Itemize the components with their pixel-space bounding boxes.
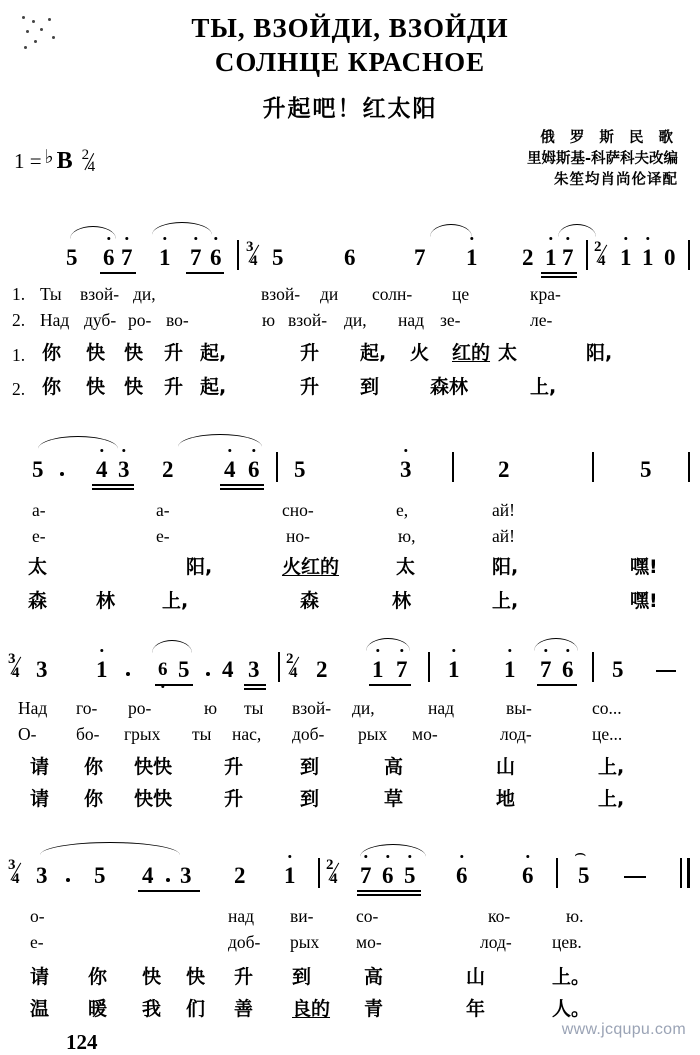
decorative-dots	[22, 16, 72, 56]
note: 6	[210, 245, 222, 270]
lyric-line-cn-1	[0, 968, 700, 994]
note: 5	[32, 457, 44, 482]
lyric-line-cn-1	[0, 344, 700, 370]
note: 7	[562, 245, 574, 270]
fermata-icon: ⌢	[574, 843, 587, 864]
note: 1	[466, 245, 478, 270]
lyric-syllable: 嘿!	[630, 590, 658, 612]
note: 6	[344, 245, 356, 270]
time-signature-numerator: 2	[326, 857, 334, 873]
lyric-syllable: 快	[124, 376, 144, 398]
lyric-syllable: ко-	[488, 906, 511, 926]
time-signature-numerator: 3	[246, 239, 254, 255]
lyric-syllable: 快	[86, 376, 106, 398]
time-signature	[326, 858, 348, 888]
beam	[92, 488, 134, 490]
flat-icon: ♭	[44, 147, 54, 168]
time-signature-denominator: 4	[598, 253, 606, 269]
lyric-syllable: 我	[142, 998, 162, 1020]
time-signature-numerator: 3	[8, 857, 16, 873]
lyric-line-cn-1	[0, 758, 700, 784]
augmentation-dot	[60, 472, 64, 476]
lyric-syllable: е-	[32, 526, 46, 546]
slur	[152, 222, 212, 235]
lyric-syllable: 林	[392, 590, 412, 612]
lyric-syllable: 快快	[134, 788, 173, 810]
page-number: 124	[66, 1030, 98, 1054]
lyric-syllable: со...	[592, 698, 622, 718]
lyric-syllable: 们	[186, 998, 206, 1020]
beam	[100, 272, 136, 274]
lyric-syllable: ты	[192, 724, 212, 744]
lyric-syllable: нас,	[232, 724, 262, 744]
note: 6	[158, 659, 168, 680]
lyric-line-cn-2	[0, 378, 700, 404]
lyric-syllable: вы-	[506, 698, 532, 718]
lyric-syllable: над	[428, 698, 455, 718]
lyric-syllable: взой-	[261, 284, 301, 304]
note: 7	[414, 245, 426, 270]
beam	[537, 684, 577, 686]
barline	[276, 452, 278, 482]
music-system-4	[0, 843, 700, 1020]
lyric-syllable: 上,	[162, 590, 189, 612]
lyric-syllable: ай!	[492, 526, 515, 546]
lyric-syllable: 你	[42, 342, 62, 364]
note: 2	[162, 457, 174, 482]
lyric-syllable: 到	[360, 376, 380, 398]
lyric-syllable: взой-	[292, 698, 332, 718]
time-signature	[8, 858, 30, 888]
note: 1	[642, 245, 654, 270]
lyric-syllable: 阳,	[492, 556, 519, 578]
beam	[220, 488, 264, 490]
page-title-line1: ТЫ, ВЗОЙДИ, ВЗОЙДИ	[191, 13, 509, 43]
note: 6	[248, 457, 260, 482]
lyric-syllable: 火红的	[282, 556, 340, 578]
note-extension-dash	[656, 670, 676, 672]
lyric-syllable: солн-	[372, 284, 413, 304]
lyric-syllable: 起,	[200, 342, 227, 364]
lyric-syllable: взой-	[288, 310, 328, 330]
note: 2	[498, 457, 510, 482]
lyric-syllable: го-	[76, 698, 98, 718]
lyric-syllable: 到	[300, 756, 320, 778]
lyric-syllable: 升	[234, 966, 254, 988]
lyric-syllable: ди,	[133, 284, 156, 304]
lyric-line-ru-2	[0, 528, 700, 554]
beam	[357, 894, 421, 896]
beam	[244, 684, 266, 686]
note: 7	[360, 863, 372, 888]
beam	[138, 890, 200, 892]
note: 5	[94, 863, 106, 888]
barline	[687, 858, 690, 888]
note-row-3	[0, 640, 700, 692]
lyric-syllable: Ты	[40, 284, 62, 304]
verse-number: 1.	[12, 284, 26, 304]
note: 5	[178, 657, 190, 682]
lyric-line-ru-2	[0, 312, 700, 338]
time-signature	[286, 652, 308, 682]
lyric-syllable: ай!	[492, 500, 515, 520]
lyric-syllable: ди	[320, 284, 339, 304]
lyric-syllable: 森林	[430, 376, 469, 398]
time-signature-numerator: 2	[286, 651, 294, 667]
lyric-syllable: 快	[86, 342, 106, 364]
time-signature-denominator: 4	[12, 665, 20, 681]
verse-number: 2.	[12, 379, 26, 399]
lyric-syllable: бо-	[76, 724, 100, 744]
time-signature-numerator: 3	[8, 651, 16, 667]
lyric-syllable: 到	[300, 788, 320, 810]
lyric-syllable: а-	[156, 500, 170, 520]
lyric-syllable: 地	[496, 788, 516, 810]
note: 6	[562, 657, 574, 682]
lyric-syllable: кра-	[530, 284, 561, 304]
barline	[556, 858, 558, 888]
slur	[366, 638, 410, 651]
lyric-syllable: взой-	[80, 284, 120, 304]
barline	[452, 452, 454, 482]
credit-translator: 朱笙均肖尚伦译配	[554, 172, 678, 189]
lyric-syllable: 山	[496, 756, 516, 778]
lyric-line-ru-2	[0, 726, 700, 752]
lyric-syllable: ю.	[566, 906, 584, 926]
barline	[592, 452, 594, 482]
lyric-syllable: 暖	[88, 998, 108, 1020]
lyric-syllable: 嘿!	[630, 556, 658, 578]
note-row-4	[0, 843, 700, 898]
lyric-syllable: Над	[18, 698, 48, 718]
lyric-syllable: е,	[396, 500, 409, 520]
lyric-syllable: ро-	[128, 310, 152, 330]
lyric-syllable: 升	[224, 756, 244, 778]
time-signature-denominator: 4	[250, 253, 258, 269]
beam	[186, 272, 224, 274]
lyric-syllable: 高	[384, 756, 404, 778]
page-title-line2: СОЛНЦЕ КРАСНОЕ	[214, 46, 486, 77]
lyric-syllable: 太	[28, 556, 48, 578]
augmentation-dot	[206, 672, 210, 676]
lyric-syllable: во-	[166, 310, 189, 330]
lyric-line-cn-2	[0, 790, 700, 816]
lyric-syllable: 阳,	[586, 342, 613, 364]
lyric-syllable: 上。	[552, 966, 591, 988]
lyric-line-cn-2	[0, 592, 700, 618]
time-signature-main	[81, 146, 97, 175]
lyric-syllable: доб-	[292, 724, 325, 744]
lyric-syllable: 温	[30, 998, 50, 1020]
barline	[428, 652, 430, 682]
lyric-syllable: 红的	[452, 342, 491, 364]
time-signature	[246, 240, 268, 270]
beam	[357, 890, 421, 892]
lyric-syllable: 升	[164, 376, 184, 398]
barline	[688, 452, 690, 482]
lyric-syllable: 快	[186, 966, 206, 988]
beam	[92, 484, 134, 486]
lyric-syllable: 快	[124, 342, 144, 364]
note: 6	[103, 245, 115, 270]
note: 3	[118, 457, 130, 482]
note: 1	[545, 245, 557, 270]
note: 5	[578, 863, 590, 888]
beam	[541, 276, 577, 278]
lyric-syllable: 太	[396, 556, 416, 578]
note: 4	[96, 457, 108, 482]
note: 3	[180, 863, 192, 888]
lyric-syllable: 太	[498, 342, 518, 364]
note: 7	[396, 657, 408, 682]
lyric-syllable: лод-	[480, 932, 512, 952]
note: 1	[372, 657, 384, 682]
lyric-syllable: доб-	[228, 932, 261, 952]
lyric-syllable: 起,	[360, 342, 387, 364]
time-signature-denominator: 4	[290, 665, 298, 681]
note: 4	[142, 863, 154, 888]
lyric-syllable: зе-	[440, 310, 461, 330]
lyric-syllable: 上,	[530, 376, 557, 398]
lyric-syllable: 上,	[598, 756, 625, 778]
lyric-syllable: 草	[384, 788, 404, 810]
note: 7	[540, 657, 552, 682]
time-signature-denominator: 4	[330, 871, 338, 887]
note: 6	[382, 863, 394, 888]
lyric-syllable: 升	[300, 342, 320, 364]
barline	[592, 652, 594, 682]
lyric-syllable: 青	[364, 998, 384, 1020]
lyric-syllable: 快	[142, 966, 162, 988]
lyric-line-ru-1	[0, 502, 700, 528]
beam	[541, 272, 577, 274]
note: 5	[66, 245, 78, 270]
slur	[430, 224, 472, 237]
lyric-syllable: це	[452, 284, 470, 304]
lyric-syllable: ю	[204, 698, 218, 718]
lyric-syllable: над	[398, 310, 425, 330]
note: 6	[456, 863, 468, 888]
lyric-line-ru-1	[0, 908, 700, 934]
lyric-syllable: над	[228, 906, 255, 926]
lyric-syllable: 请	[30, 756, 50, 778]
lyric-syllable: 高	[364, 966, 384, 988]
lyric-syllable: рых	[290, 932, 320, 952]
lyric-syllable: 请	[30, 788, 50, 810]
note-row-2	[0, 440, 700, 492]
key-letter: B	[56, 148, 73, 174]
time-signature-numerator: 2	[81, 146, 90, 163]
lyric-syllable: мо-	[356, 932, 382, 952]
lyric-syllable: 你	[84, 788, 104, 810]
lyric-syllable: 山	[466, 966, 486, 988]
lyric-syllable: 升	[300, 376, 320, 398]
slur	[178, 434, 262, 447]
lyric-syllable: сно-	[282, 500, 314, 520]
note: 7	[121, 245, 133, 270]
beam	[155, 684, 193, 686]
lyric-syllable: ви-	[290, 906, 314, 926]
music-system-1	[0, 228, 700, 399]
note: 2	[234, 863, 246, 888]
lyric-syllable: 火	[410, 342, 430, 364]
augmentation-dot	[126, 672, 130, 676]
lyric-syllable: ты	[244, 698, 264, 718]
barline	[688, 240, 690, 270]
lyric-syllable: 请	[30, 966, 50, 988]
watermark: www.jcqupu.com	[561, 1021, 686, 1038]
note: 3	[36, 863, 48, 888]
beam	[220, 484, 264, 486]
note: 4	[224, 457, 236, 482]
time-signature-numerator: 2	[594, 239, 602, 255]
barline	[586, 240, 588, 270]
slur	[40, 842, 180, 855]
lyric-syllable: 上,	[492, 590, 519, 612]
verse-number: 2.	[12, 310, 26, 330]
lyric-syllable: е-	[30, 932, 44, 952]
note: 7	[190, 245, 202, 270]
page-subtitle-chinese: 升起吧！红太阳	[262, 95, 438, 122]
beam	[244, 688, 266, 690]
slur	[152, 640, 192, 653]
lyric-syllable: О-	[18, 724, 37, 744]
note: 3	[400, 457, 412, 482]
lyric-syllable: ле-	[530, 310, 553, 330]
lyric-syllable: рых	[358, 724, 388, 744]
lyric-syllable: а-	[32, 500, 46, 520]
key-signature	[14, 148, 97, 175]
slur	[360, 844, 426, 857]
lyric-line-ru-1	[0, 286, 700, 312]
note: 5	[612, 657, 624, 682]
lyric-syllable: це...	[592, 724, 623, 744]
note: 5	[294, 457, 306, 482]
lyric-syllable: 年	[466, 998, 486, 1020]
verse-number: 1.	[12, 345, 26, 365]
lyric-syllable: 你	[42, 376, 62, 398]
lyric-line-ru-1	[0, 700, 700, 726]
lyric-syllable: 起,	[200, 376, 227, 398]
time-signature	[8, 652, 30, 682]
lyric-syllable: ро-	[128, 698, 152, 718]
beam	[369, 684, 411, 686]
barline	[318, 858, 320, 888]
lyric-syllable: 人。	[552, 998, 591, 1020]
lyric-syllable: 良的	[292, 998, 331, 1020]
lyric-syllable: 到	[292, 966, 312, 988]
slur	[558, 224, 596, 237]
barline	[680, 858, 682, 888]
note: 3	[248, 657, 260, 682]
title-block	[0, 0, 700, 123]
barline	[237, 240, 239, 270]
note: 5	[272, 245, 284, 270]
time-signature-denominator: 4	[87, 158, 96, 175]
lyric-syllable: 森	[28, 590, 48, 612]
lyric-syllable: грых	[124, 724, 161, 744]
note-extension-dash	[624, 876, 646, 878]
music-system-3	[0, 640, 700, 810]
note: 2	[522, 245, 534, 270]
lyric-syllable: дуб-	[84, 310, 117, 330]
lyric-syllable: 阳,	[186, 556, 213, 578]
note: 1	[620, 245, 632, 270]
lyric-syllable: 你	[84, 756, 104, 778]
lyric-syllable: лод-	[500, 724, 532, 744]
note: 4	[222, 657, 234, 682]
lyric-syllable: ди,	[344, 310, 367, 330]
slur	[38, 436, 118, 449]
note: 2	[316, 657, 328, 682]
lyric-syllable: ю,	[398, 526, 416, 546]
note: 1	[284, 863, 296, 888]
lyric-syllable: е-	[156, 526, 170, 546]
slur	[534, 638, 578, 651]
note: 5	[404, 863, 416, 888]
lyric-syllable: 你	[88, 966, 108, 988]
note: 0	[664, 245, 676, 270]
note: 3	[36, 657, 48, 682]
credit-arranger: 里姆斯基-科萨科夫改编	[526, 151, 678, 168]
lyric-syllable: Над	[40, 310, 70, 330]
note: 1	[448, 657, 460, 682]
augmentation-dot	[66, 878, 70, 882]
lyric-line-cn-1	[0, 558, 700, 584]
lyric-syllable: 升	[164, 342, 184, 364]
lyric-syllable: 快快	[134, 756, 173, 778]
lyric-syllable: со-	[356, 906, 379, 926]
lyric-syllable: 善	[234, 998, 254, 1020]
barline	[278, 652, 280, 682]
credit-origin: 俄 罗 斯 民 歌	[540, 130, 678, 146]
note: 5	[640, 457, 652, 482]
augmentation-dot	[166, 878, 170, 882]
note: 6	[522, 863, 534, 888]
lyric-line-ru-2	[0, 934, 700, 960]
note: 1	[96, 657, 108, 682]
lyric-syllable: ю	[262, 310, 276, 330]
credits-block	[527, 128, 678, 191]
key-label: 1 =	[14, 149, 42, 173]
lyric-syllable: цев.	[552, 932, 582, 952]
time-signature-denominator: 4	[12, 871, 20, 887]
note: 1	[159, 245, 171, 270]
lyric-syllable: 上,	[598, 788, 625, 810]
lyric-syllable: но-	[286, 526, 310, 546]
note: 1	[504, 657, 516, 682]
note-row-1	[0, 228, 700, 280]
lyric-syllable: 升	[224, 788, 244, 810]
lyric-syllable: 森	[300, 590, 320, 612]
lyric-syllable: о-	[30, 906, 45, 926]
lyric-syllable: мо-	[412, 724, 438, 744]
music-system-2	[0, 440, 700, 612]
lyric-syllable: ди,	[352, 698, 375, 718]
time-signature	[594, 240, 616, 270]
lyric-syllable: 林	[96, 590, 116, 612]
